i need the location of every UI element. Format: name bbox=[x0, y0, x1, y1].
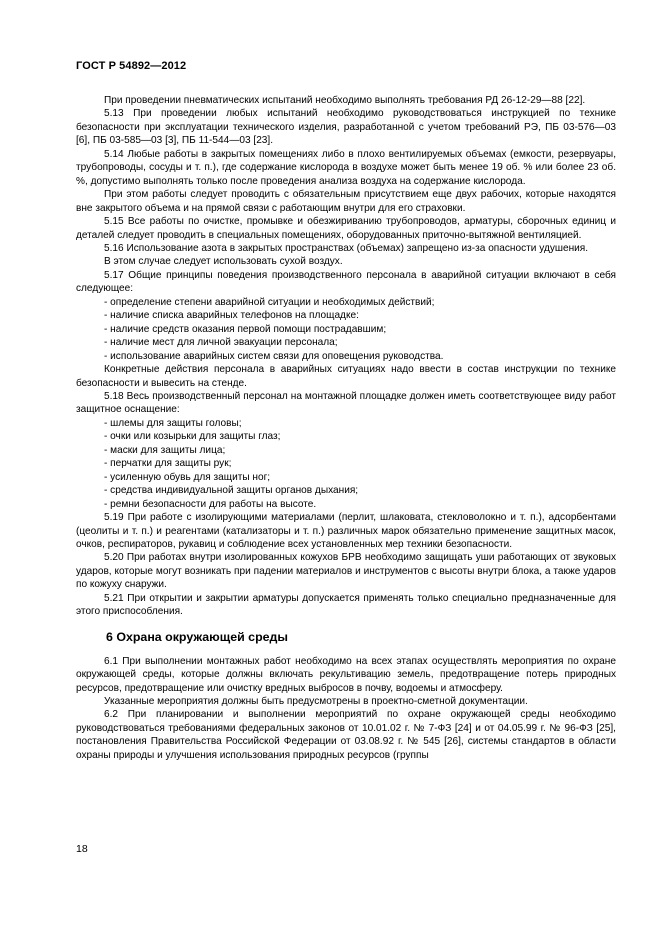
list-item: - ремни безопасности для работы на высоте. bbox=[104, 498, 317, 510]
list-item: - усиленную обувь для защиты ног; bbox=[104, 471, 271, 483]
paragraph-5-13: 5.13 При проведении любых испытаний необходимо руководствоваться инструкцией по технике безопасности при эксплуатации технического изделия, разработанной с учетом требований РЭ, ПБ 03-576—03 [6], ПБ 03-585—03 [3], ПБ 11-544—03 [23]. bbox=[76, 108, 616, 147]
paragraph-5-21: 5.21 При открытии и закрытии арматуры допускается применять только специально предназначенные для этого приспособления. bbox=[76, 592, 616, 618]
paragraph-5-18: 5.18 Весь производственный персонал на монтажной площадке должен иметь соответствующее виду работ защитное оснащение: bbox=[76, 390, 616, 416]
paragraph: В этом случае следует использовать сухой воздух. bbox=[104, 256, 343, 268]
list-item: - шлемы для защиты головы; bbox=[104, 417, 242, 429]
paragraph-5-17: 5.17 Общие принципы поведения производственного персонала в аварийной ситуации включают в себя следующее: bbox=[76, 269, 616, 295]
paragraph-5-19: 5.19 При работе с изолирующими материалами (перлит, шлаковата, стекловолокно и т. п.), адсорбентами (цеолиты и т. п.) и реагентами (катализаторы и т. п.) различных марок обязательно применение защитных масок, очков, респираторов, рукавиц и соблюдение всех установленных мер техники безопасности. bbox=[76, 512, 616, 550]
paragraph-5-14: 5.14 Любые работы в закрытых помещениях либо в плохо вентилируемых объемах (емкости, резервуары, трубопроводы, сосуды и т. п.), где содержание кислорода в воздухе может быть менее 19 об. % или более 23 об. %, допустимо выполнять только после проведения анализа воздуха на содержание кислорода. bbox=[76, 148, 616, 187]
paragraph-5-15: 5.15 Все работы по очистке, промывке и обезжириванию трубопроводов, арматуры, сборочных единиц и деталей следует проводить в специальных помещениях, оборудованных приточно-вытяжной вентиляцией. bbox=[76, 216, 616, 241]
section-title: 6 Охрана окружающей среды bbox=[106, 629, 288, 644]
list-item: - наличие списка аварийных телефонов на площадке: bbox=[104, 310, 359, 322]
paragraph-6-2: 6.2 При планировании и выполнении мероприятий по охране окружающей среды необходимо руководствоваться требованиями федеральных законов от 10.01.02 г. № 7-ФЗ [24] и от 04.05.99 г. № 96-ФЗ [25], постановления Правительства Российской Федерации от 03.08.92 г. № 545 [26], системы стандартов в области охраны природы и улучшения использования природных ресурсов (группы bbox=[76, 709, 616, 761]
list-item: - средства индивидуальной защиты органов дыхания; bbox=[104, 485, 359, 497]
paragraph: При этом работы следует проводить с обязательным присутствием еще двух рабочих, которые находятся вне закрытого объема и на прямой связи с работающим внутри для его страховки. bbox=[76, 189, 616, 214]
list-item: - определение степени аварийной ситуации и необходимых действий; bbox=[104, 296, 435, 308]
paragraph: Указанные мероприятия должны быть предусмотрены в проектно-сметной документации. bbox=[104, 696, 528, 708]
list-item: - перчатки для защиты рук; bbox=[104, 458, 232, 470]
paragraph-5-16: 5.16 Использование азота в закрытых пространствах (объемах) запрещено из-за опасности удушения. bbox=[104, 242, 589, 254]
paragraph-5-20: 5.20 При работах внутри изолированных кожухов БРВ необходимо защищать уши работающих от звуковых ударов, которые могут возникать при падении материалов и инструментов с высоты внутри блока, а также ударов по кожуху снаружи. bbox=[76, 552, 616, 591]
document-body bbox=[76, 94, 616, 762]
list-item: - очки или козырьки для защиты глаз; bbox=[104, 431, 281, 443]
list-item: - маски для защиты лица; bbox=[104, 444, 226, 456]
paragraph: При проведении пневматических испытаний необходимо выполнять требования РД 26-12-29—88 [22]. bbox=[104, 95, 586, 106]
paragraph: Конкретные действия персонала в аварийных ситуациях надо ввести в состав инструкции по технике безопасности и вывесить на стенде. bbox=[76, 364, 616, 389]
list-item: - использование аварийных систем связи для оповещения руководства. bbox=[104, 350, 444, 362]
list-item: - наличие средств оказания первой помощи пострадавшим; bbox=[104, 323, 387, 335]
document-header: ГОСТ Р 54892—2012 bbox=[76, 60, 187, 72]
paragraph-6-1: 6.1 При выполнении монтажных работ необходимо на всех этапах осуществлять мероприятия по охране окружающей среды, которые должны включать рекультивацию земель, предотвращение потерь природных ресурсов, предотвращение или очистку вредных выбросов в почву, водоемы и атмосферу. bbox=[76, 655, 616, 694]
list-item: - наличие мест для личной эвакуации персонала; bbox=[104, 337, 338, 349]
page-number: 18 bbox=[76, 843, 88, 855]
